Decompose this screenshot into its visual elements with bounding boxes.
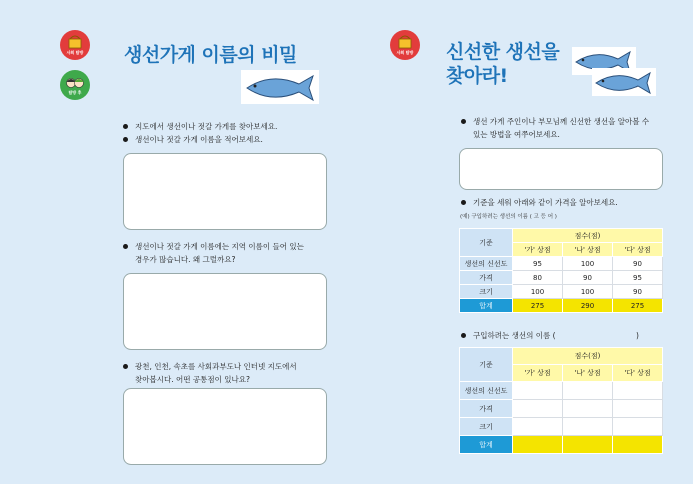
score-cell[interactable] bbox=[563, 418, 613, 436]
question-r3 bbox=[473, 329, 556, 342]
page-title-right bbox=[446, 40, 559, 88]
example-note: (예) 구입하려는 생선의 이름 ( 고 등 어 ) bbox=[460, 214, 557, 220]
fish-icon bbox=[241, 70, 319, 104]
total-cell[interactable] bbox=[563, 436, 613, 454]
score-header: 점수(점) bbox=[513, 348, 663, 365]
title-line1: 신선한 생선을 bbox=[446, 41, 560, 63]
total-row: 합계 bbox=[460, 436, 663, 454]
question-r1 bbox=[473, 115, 649, 141]
store-header: '다' 상점 bbox=[613, 243, 663, 257]
kids-badge bbox=[60, 70, 90, 100]
badge-label: 사회 탐방 bbox=[66, 50, 84, 55]
score-cell[interactable] bbox=[513, 400, 563, 418]
question-r2: 기준을 세워 아래와 같이 가격을 알아보세요. bbox=[473, 198, 618, 207]
table-row: 생선의 신선도 95 100 90 bbox=[460, 257, 663, 271]
fish-icon bbox=[592, 68, 656, 96]
score-cell[interactable] bbox=[513, 382, 563, 400]
score-cell[interactable] bbox=[613, 382, 663, 400]
question-3-line1: 생선이나 젓갈 가게 이름에는 지역 이름이 들어 있는 bbox=[135, 242, 304, 251]
store-header: '가' 상점 bbox=[513, 243, 563, 257]
question-4-line2: 찾아봅시다. 어떤 공통점이 있나요? bbox=[135, 375, 250, 384]
answer-box-3[interactable] bbox=[123, 388, 327, 465]
question-r3-text: 구입하려는 생선의 이름 ( bbox=[473, 331, 556, 340]
price-table-blank bbox=[459, 347, 663, 454]
criteria-header: 기준 bbox=[460, 229, 513, 257]
total-cell[interactable] bbox=[513, 436, 563, 454]
question-1: 지도에서 생선이나 젓갈 가게를 찾아보세요. bbox=[135, 122, 278, 131]
total-cell[interactable] bbox=[613, 436, 663, 454]
store-header: '나' 상점 bbox=[563, 243, 613, 257]
answer-box-1[interactable] bbox=[123, 153, 327, 230]
score-cell[interactable] bbox=[613, 400, 663, 418]
table-row: 가격 bbox=[460, 400, 663, 418]
badge-label: 탐방 후 bbox=[68, 90, 82, 95]
question-3-line2: 경우가 많습니다. 왜 그럴까요? bbox=[135, 255, 236, 264]
page-title-left: 생선가게 이름의 비밀 bbox=[124, 44, 297, 66]
score-cell[interactable] bbox=[563, 400, 613, 418]
question-r1-line2: 있는 방법을 여쭈어보세요. bbox=[473, 130, 560, 139]
answer-box-r1[interactable] bbox=[459, 148, 663, 190]
store-header: '다' 상점 bbox=[613, 365, 663, 382]
total-row: 합계 275 290 275 bbox=[460, 299, 663, 313]
answer-box-2[interactable] bbox=[123, 273, 327, 350]
price-table-example bbox=[459, 228, 663, 313]
basket-badge bbox=[60, 30, 90, 60]
table-row: 생선의 신선도 bbox=[460, 382, 663, 400]
table-row: 크기 bbox=[460, 418, 663, 436]
table-row: 가격 80 90 95 bbox=[460, 271, 663, 285]
criteria-header: 기준 bbox=[460, 348, 513, 382]
question-4-line1: 광천, 인천, 속초를 사회과부도나 인터넷 지도에서 bbox=[135, 362, 297, 371]
score-header: 점수(점) bbox=[513, 229, 663, 243]
badge-label: 사회 탐방 bbox=[396, 50, 414, 55]
question-3 bbox=[135, 240, 304, 266]
title-line2: 찾아라! bbox=[446, 65, 508, 87]
table-row: 크기 100 100 90 bbox=[460, 285, 663, 299]
question-4 bbox=[135, 360, 297, 386]
score-cell[interactable] bbox=[613, 418, 663, 436]
question-2: 생선이나 젓갈 가게 이름을 적어보세요. bbox=[135, 135, 263, 144]
score-cell[interactable] bbox=[513, 418, 563, 436]
score-cell[interactable] bbox=[563, 382, 613, 400]
question-r1-line1: 생선 가게 주인이나 부모님께 신선한 생선을 알아볼 수 bbox=[473, 117, 650, 126]
basket-badge-right bbox=[390, 30, 420, 60]
store-header: '가' 상점 bbox=[513, 365, 563, 382]
question-r3-close: ) bbox=[636, 331, 639, 340]
store-header: '나' 상점 bbox=[563, 365, 613, 382]
